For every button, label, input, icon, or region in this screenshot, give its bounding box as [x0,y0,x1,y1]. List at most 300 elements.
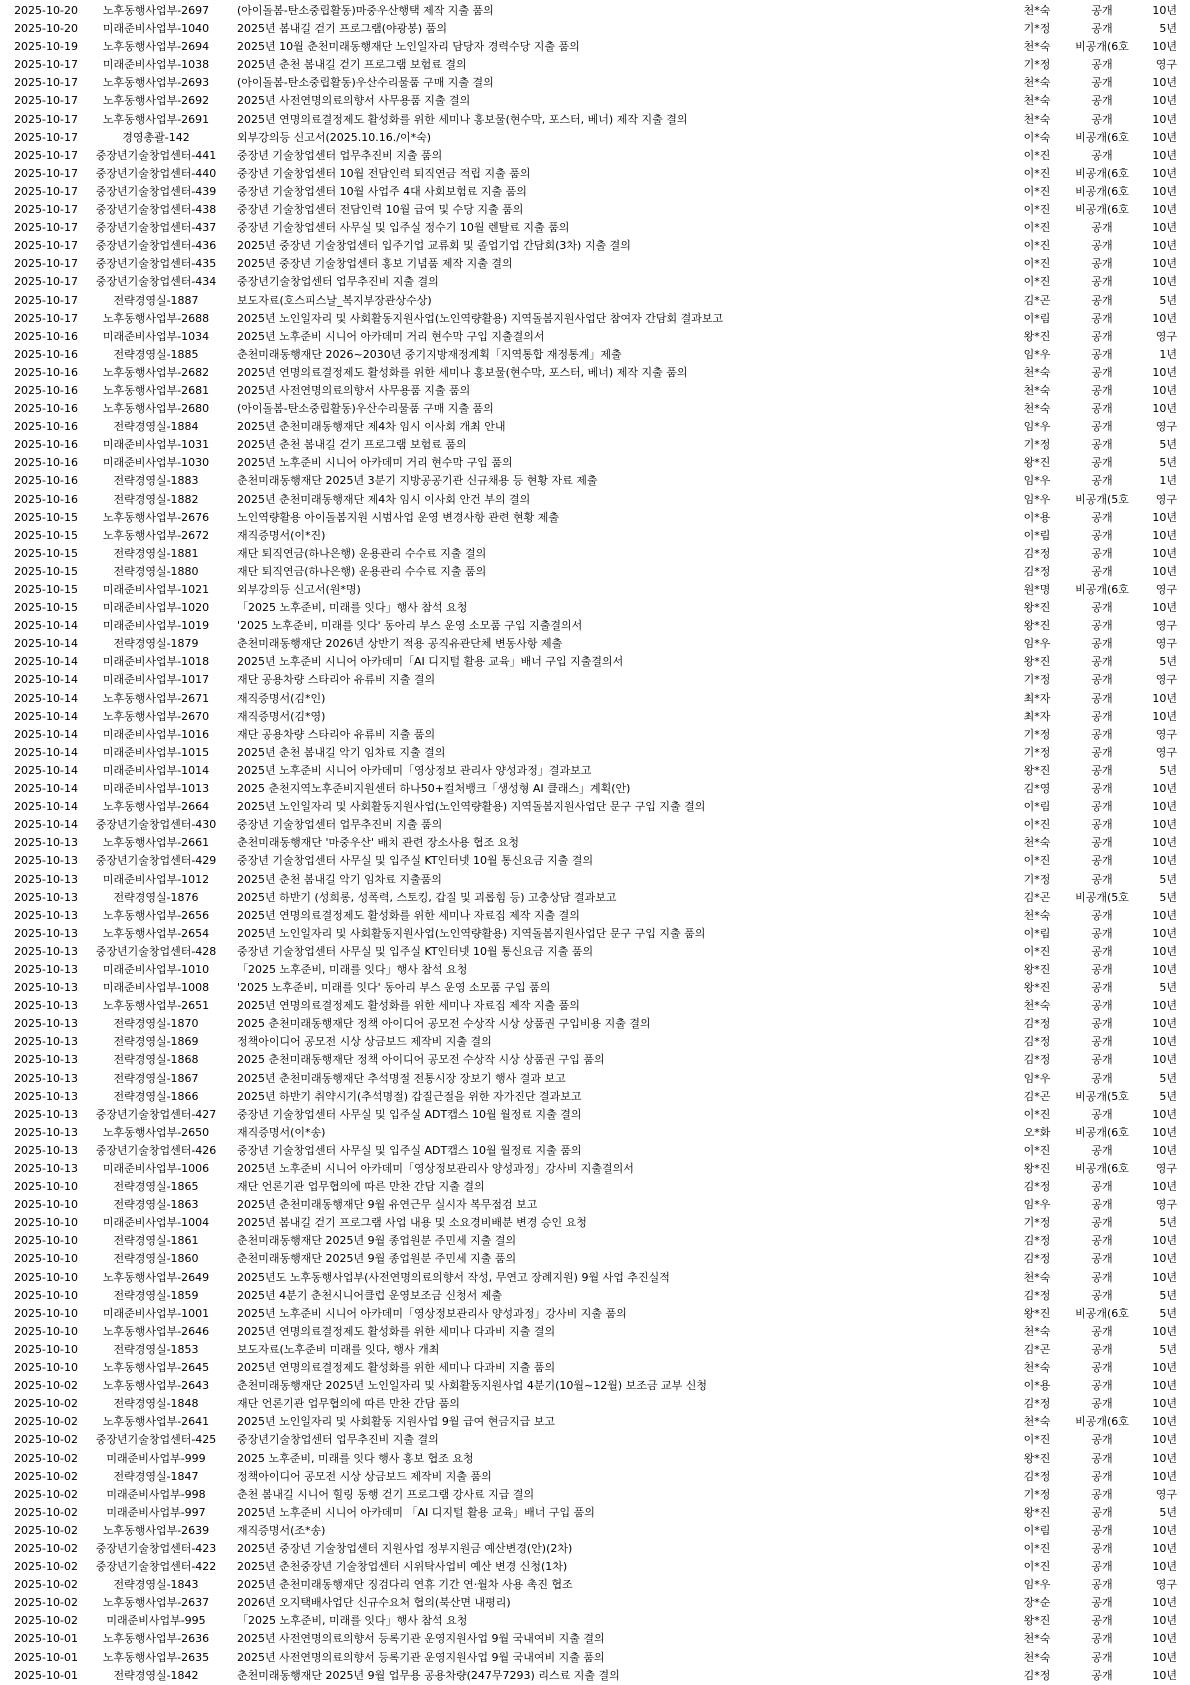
retention-cell: 10년 [1152,601,1177,615]
date-cell: 2025-10-14 [14,691,78,705]
retention-cell: 10년 [1152,184,1177,198]
retention-cell: 10년 [1152,782,1177,796]
retention-cell: 10년 [1152,1451,1177,1465]
author-cell: 천*숙 [1023,1632,1051,1646]
disclosure-cell: 공개 [1091,1523,1113,1537]
dept-doc-number-cell: 미래준비사업부-1014 [102,763,210,777]
date-cell: 2025-10-10 [14,1342,78,1356]
doc-title-cell: 중장년기술창업센터 업무추진비 지출 결의 [237,1433,439,1447]
table-row [0,1468,1190,1486]
dept-doc-number-cell: 노후동행사업부-2654 [102,926,210,940]
date-cell: 2025-10-16 [14,347,78,361]
dept-doc-number-cell: 미래준비사업부-998 [106,1487,206,1501]
disclosure-cell: 공개 [1091,257,1113,271]
doc-title-cell: 재단 언론기관 업무협의에 따른 만찬 간담 지출 결의 [237,1180,485,1194]
dept-doc-number-cell: 미래준비사업부-1038 [102,58,210,72]
disclosure-cell: 공개 [1091,1451,1113,1465]
retention-cell: 10년 [1152,1397,1177,1411]
table-row [0,834,1190,852]
dept-doc-number-cell: 노후동행사업부-2635 [102,1650,210,1664]
author-cell: 기*정 [1023,22,1051,36]
doc-title-cell: 2025년 춘천 봄내길 악기 임차료 지출품의 [237,872,442,886]
date-cell: 2025-10-16 [14,329,78,343]
doc-title-cell: 2025년 노후준비 시니어 아카데미「AI 디지털 활용 교육」배너 구입 지출결의서 [237,655,624,669]
doc-title-cell: 재단 공용차량 스타리아 유류비 지출 품의 [237,727,436,741]
author-cell: 왕*진 [1023,456,1051,470]
retention-cell: 10년 [1152,1234,1177,1248]
dept-doc-number-cell: 노후동행사업부-2694 [102,40,210,54]
doc-title-cell: 2025년 춘천미래동행재단 징검다리 연휴 기간 연·월차 사용 촉진 협조 [237,1578,573,1592]
table-row [0,129,1190,147]
author-cell: 왕*진 [1023,1162,1051,1175]
dept-doc-number-cell: 노후동행사업부-2688 [102,311,210,325]
retention-cell: 5년 [1159,22,1177,36]
table-row [0,961,1190,979]
dept-doc-number-cell: 전략경영실-1853 [113,1342,199,1356]
author-cell: 천*숙 [1023,836,1051,850]
author-cell: 최*자 [1023,691,1051,705]
date-cell: 2025-10-17 [14,221,78,235]
dept-doc-number-cell: 전략경영실-1885 [113,347,199,361]
dept-doc-number-cell: 전략경영실-1847 [113,1469,199,1483]
table-row [0,1413,1190,1431]
retention-cell: 10년 [1152,1035,1177,1049]
doc-title-cell: 중장년 기술창업센터 전담인력 10월 급여 및 수당 지출 품의 [237,203,524,217]
date-cell: 2025-10-02 [14,1596,78,1610]
retention-cell: 영구 [1155,637,1177,651]
author-cell: 이*진 [1023,854,1051,868]
doc-title-cell: 춘천 봄내길 시니어 힐링 동행 걷기 프로그램 강사료 지급 결의 [237,1487,535,1501]
dept-doc-number-cell: 중장년기술창업센터-441 [95,148,217,162]
doc-title-cell: 춘천미래동행재단 2025년 9월 종업원분 주민세 지출 품의 [237,1252,517,1266]
retention-cell: 10년 [1152,148,1177,162]
retention-cell: 영구 [1155,329,1177,343]
date-cell: 2025-10-14 [14,673,78,687]
date-cell: 2025-10-16 [14,420,78,434]
table-row [0,635,1190,653]
retention-cell: 10년 [1152,402,1177,416]
dept-doc-number-cell: 미래준비사업부-1019 [102,619,210,633]
doc-title-cell: 2026년 오지택배사업단 신규수요처 협의(북산면 내평리) [237,1596,511,1610]
disclosure-cell: 공개 [1091,782,1113,796]
retention-cell: 5년 [1159,456,1177,470]
retention-cell: 10년 [1152,76,1177,90]
date-cell: 2025-10-10 [14,1288,78,1302]
date-cell: 2025-10-13 [14,908,78,922]
disclosure-cell: 공개 [1091,1198,1113,1212]
date-cell: 2025-10-14 [14,763,78,777]
table-row [0,255,1190,273]
dept-doc-number-cell: 중장년기술창업센터-439 [95,184,217,198]
disclosure-cell: 공개 [1091,1596,1113,1610]
table-row [0,1178,1190,1196]
disclosure-cell: 공개 [1091,94,1113,108]
disclosure-cell: 공개 [1091,275,1113,289]
table-row [0,1232,1190,1250]
date-cell: 2025-10-19 [14,40,78,54]
table-row [0,617,1190,635]
date-cell: 2025-10-15 [14,564,78,578]
table-row [0,436,1190,454]
date-cell: 2025-10-13 [14,890,78,904]
disclosure-cell: 공개 [1091,691,1113,705]
dept-doc-number-cell: 미래준비사업부-1031 [102,438,210,452]
date-cell: 2025-10-16 [14,402,78,416]
disclosure-cell: 공개 [1091,1487,1113,1501]
date-cell: 2025-10-02 [14,1487,78,1501]
disclosure-cell: 공개 [1091,999,1113,1013]
dept-doc-number-cell: 노후동행사업부-2661 [102,836,210,850]
date-cell: 2025-10-10 [14,1234,78,1248]
dept-doc-number-cell: 노후동행사업부-2697 [102,4,210,17]
table-row [0,1323,1190,1341]
retention-cell: 10년 [1152,1415,1177,1429]
table-row [0,346,1190,364]
retention-cell: 10년 [1152,1361,1177,1375]
disclosure-cell: 비공개(6호 [1075,1306,1129,1320]
author-cell: 천*숙 [1023,1361,1051,1375]
table-row [0,780,1190,798]
disclosure-cell: 공개 [1091,1541,1113,1555]
author-cell: 이*진 [1023,1433,1051,1447]
date-cell: 2025-10-15 [14,528,78,542]
author-cell: 이*용 [1023,1379,1051,1393]
author-cell: 김*정 [1023,1397,1051,1411]
disclosure-cell: 공개 [1091,1560,1113,1574]
date-cell: 2025-10-17 [14,311,78,325]
dept-doc-number-cell: 미래준비사업부-1016 [102,727,210,741]
retention-cell: 10년 [1152,1523,1177,1537]
author-cell: 이*진 [1023,184,1051,198]
retention-cell: 5년 [1159,872,1177,886]
retention-cell: 10년 [1152,130,1177,144]
dept-doc-number-cell: 노후동행사업부-2641 [102,1415,210,1429]
retention-cell: 10년 [1152,1614,1177,1628]
doc-title-cell: 재직증명서(이*송) [237,1125,326,1139]
retention-cell: 10년 [1152,546,1177,560]
date-cell: 2025-10-14 [14,655,78,669]
date-cell: 2025-10-02 [14,1523,78,1537]
author-cell: 천*숙 [1023,112,1051,126]
dept-doc-number-cell: 중장년기술창업센터-438 [95,203,217,217]
dept-doc-number-cell: 중장년기술창업센터-428 [95,944,217,958]
table-row [0,418,1190,436]
table-row [0,20,1190,38]
doc-title-cell: 재직증명서(조*송) [237,1523,326,1537]
author-cell: 천*숙 [1023,94,1051,108]
retention-cell: 영구 [1155,1487,1177,1501]
disclosure-cell: 공개 [1091,1143,1113,1157]
table-row [0,798,1190,816]
doc-title-cell: 재단 언론기관 업무협의에 따른 만찬 간담 품의 [237,1397,460,1411]
doc-title-cell: '2025 노후준비, 미래를 잇다' 동아리 부스 운영 소모품 구입 지출결의서 [237,619,583,633]
table-row [0,997,1190,1015]
author-cell: 임*우 [1023,1071,1051,1085]
doc-title-cell: (아이돌봄-탄소중립활동)마중우산행택 제작 지출 품의 [237,4,494,17]
date-cell: 2025-10-10 [14,1270,78,1284]
table-row [0,1196,1190,1214]
doc-title-cell: 노인역량활용 아이돌봄지원 시범사업 운영 변경사항 관련 현황 제출 [237,510,560,524]
table-row [0,1359,1190,1377]
author-cell: 김*정 [1023,1469,1051,1483]
retention-cell: 10년 [1152,40,1177,54]
author-cell: 이*진 [1023,166,1051,180]
doc-title-cell: 2025년 중장년 기술창업센터 홍보 기념품 제작 지출 결의 [237,257,513,271]
dept-doc-number-cell: 전략경영실-1865 [113,1180,199,1194]
dept-doc-number-cell: 노후동행사업부-2682 [102,365,210,379]
dept-doc-number-cell: 미래준비사업부-1034 [102,329,210,343]
table-row [0,726,1190,744]
date-cell: 2025-10-13 [14,854,78,868]
table-row [0,581,1190,599]
table-row [0,1612,1190,1630]
table-row [0,671,1190,689]
disclosure-cell: 공개 [1091,4,1113,17]
retention-cell: 10년 [1152,1017,1177,1031]
dept-doc-number-cell: 전략경영실-1848 [113,1397,199,1411]
author-cell: 천*숙 [1023,1324,1051,1338]
table-row [0,1377,1190,1395]
doc-title-cell: 2025년 봄내길 걷기 프로그램 사업 내용 및 소요경비배분 변경 승인 요청 [237,1216,587,1230]
retention-cell: 10년 [1152,854,1177,868]
table-row [0,237,1190,255]
table-row [0,1070,1190,1088]
disclosure-cell: 공개 [1091,546,1113,560]
dept-doc-number-cell: 노후동행사업부-2656 [102,908,210,922]
dept-doc-number-cell: 노후동행사업부-2639 [102,1523,210,1537]
date-cell: 2025-10-02 [14,1433,78,1447]
doc-title-cell: 재직증명서(김*영) [237,709,326,723]
date-cell: 2025-10-16 [14,365,78,379]
table-row [0,1450,1190,1468]
retention-cell: 10년 [1152,203,1177,217]
retention-cell: 10년 [1152,257,1177,271]
author-cell: 이*진 [1023,1541,1051,1555]
dept-doc-number-cell: 미래준비사업부-1040 [102,22,210,36]
date-cell: 2025-10-13 [14,1125,78,1139]
retention-cell: 영구 [1155,583,1177,596]
retention-cell: 5년 [1159,438,1177,452]
table-row [0,165,1190,183]
date-cell: 2025-10-02 [14,1541,78,1555]
dept-doc-number-cell: 미래준비사업부-1020 [102,601,210,615]
doc-title-cell: 중장년 기술창업센터 10월 전담인력 퇴직연금 적립 지출 품의 [237,166,531,180]
date-cell: 2025-10-10 [14,1306,78,1320]
dept-doc-number-cell: 미래준비사업부-1012 [102,872,210,886]
retention-cell: 10년 [1152,112,1177,126]
disclosure-cell: 공개 [1091,1071,1113,1085]
disclosure-cell: 공개 [1091,1668,1113,1682]
date-cell: 2025-10-01 [14,1650,78,1664]
retention-cell: 영구 [1155,58,1177,72]
date-cell: 2025-10-13 [14,872,78,886]
retention-cell: 10년 [1152,311,1177,325]
disclosure-cell: 공개 [1091,347,1113,361]
date-cell: 2025-10-02 [14,1397,78,1411]
author-cell: 임*우 [1023,347,1051,361]
date-cell: 2025-10-17 [14,76,78,90]
author-cell: 김*곤 [1023,1089,1051,1103]
disclosure-cell: 공개 [1091,1234,1113,1248]
dept-doc-number-cell: 미래준비사업부-997 [106,1505,206,1519]
dept-doc-number-cell: 중장년기술창업센터-429 [95,854,217,868]
table-row [0,328,1190,346]
disclosure-cell: 공개 [1091,745,1113,759]
author-cell: 왕*진 [1023,329,1051,343]
disclosure-cell: 비공개(6호 [1075,1162,1129,1175]
author-cell: 왕*진 [1023,763,1051,777]
retention-cell: 1년 [1159,347,1177,361]
retention-cell: 10년 [1152,221,1177,235]
date-cell: 2025-10-02 [14,1415,78,1429]
retention-cell: 5년 [1159,1089,1177,1103]
table-row [0,1305,1190,1323]
doc-title-cell: 2025년 연명의료결정제도 활성화를 위한 세미나 다과비 지출 품의 [237,1361,556,1375]
dept-doc-number-cell: 중장년기술창업센터-422 [95,1560,217,1574]
date-cell: 2025-10-10 [14,1252,78,1266]
retention-cell: 10년 [1152,1469,1177,1483]
disclosure-cell: 공개 [1091,76,1113,90]
retention-cell: 10년 [1152,818,1177,832]
doc-title-cell: 2025년 춘천 봄내길 걷기 프로그램 보험료 품의 [237,438,467,452]
author-cell: 왕*진 [1023,962,1051,976]
disclosure-cell: 공개 [1091,1361,1113,1375]
dept-doc-number-cell: 미래준비사업부-1006 [102,1162,210,1175]
author-cell: 김*곤 [1023,293,1051,307]
dept-doc-number-cell: 전략경영실-1876 [113,890,199,904]
author-cell: 이*진 [1023,203,1051,217]
date-cell: 2025-10-10 [14,1324,78,1338]
dept-doc-number-cell: 노후동행사업부-2672 [102,528,210,542]
doc-title-cell: 재직증명서(이*진) [237,528,326,542]
author-cell: 김*정 [1023,564,1051,578]
date-cell: 2025-10-17 [14,58,78,72]
retention-cell: 5년 [1159,1071,1177,1085]
dept-doc-number-cell: 중장년기술창업센터-430 [95,818,217,832]
table-row [0,400,1190,418]
disclosure-cell: 비공개(6호 [1075,1415,1129,1429]
table-row [0,201,1190,219]
table-row [0,979,1190,997]
retention-cell: 10년 [1152,1541,1177,1555]
table-row [0,1269,1190,1287]
table-row [0,816,1190,834]
table-row [0,527,1190,545]
disclosure-cell: 비공개(6호 [1075,184,1129,198]
table-row [0,563,1190,581]
disclosure-cell: 비공개(6호 [1075,40,1129,54]
table-row [0,38,1190,56]
author-cell: 왕*진 [1023,1505,1051,1519]
disclosure-cell: 공개 [1091,221,1113,235]
author-cell: 천*숙 [1023,1415,1051,1429]
table-row [0,1630,1190,1648]
date-cell: 2025-10-13 [14,999,78,1013]
doc-title-cell: (아이돌봄-탄소중립활동)우산수리물품 구매 지출 품의 [237,402,494,416]
retention-cell: 영구 [1155,745,1177,759]
disclosure-cell: 공개 [1091,619,1113,633]
dept-doc-number-cell: 미래준비사업부-1001 [102,1306,210,1320]
retention-cell: 10년 [1152,1053,1177,1067]
retention-cell: 10년 [1152,510,1177,524]
table-row [0,907,1190,925]
retention-cell: 5년 [1159,655,1177,669]
author-cell: 김*영 [1023,782,1051,796]
doc-title-cell: 재단 퇴직연금(하나은행) 운용관리 수수료 지출 품의 [237,564,487,578]
table-row [0,1214,1190,1232]
dept-doc-number-cell: 전략경영실-1861 [113,1234,199,1248]
table-row [0,491,1190,509]
retention-cell: 10년 [1152,1560,1177,1574]
retention-cell: 10년 [1152,999,1177,1013]
doc-title-cell: 정책아이디어 공모전 시상 상금보드 제작비 지출 품의 [237,1469,492,1483]
disclosure-cell: 비공개(5호 [1075,492,1129,506]
dept-doc-number-cell: 전략경영실-1887 [113,293,199,307]
doc-title-cell: 2025년 춘천미래동행재단 추석명절 전통시장 장보기 행사 결과 보고 [237,1071,566,1085]
doc-title-cell: 2025 춘천지역노후준비지원센터 하나50+컬처뱅크「생성형 AI 클래스」계획(안) [237,782,631,796]
dept-doc-number-cell: 미래준비사업부-1017 [102,673,210,687]
date-cell: 2025-10-14 [14,727,78,741]
table-row [0,545,1190,563]
dept-doc-number-cell: 노후동행사업부-2693 [102,76,210,90]
dept-doc-number-cell: 전략경영실-1870 [113,1017,199,1031]
doc-title-cell: 2025년 사전연명의료의향서 사무용품 지출 결의 [237,94,471,108]
disclosure-cell: 공개 [1091,872,1113,886]
doc-title-cell: 2025년 연명의료결정제도 활성화를 위한 세미나 다과비 지출 결의 [237,1324,556,1338]
doc-title-cell: 2025년 하반기 (성희롱, 성폭력, 스토킹, 갑질 및 괴롭힘 등) 고충상담 결과보고 [237,890,617,904]
date-cell: 2025-10-14 [14,800,78,814]
doc-title-cell: 2025 노후준비, 미래를 잇다 행사 홍보 협조 요청 [237,1451,474,1465]
retention-cell: 10년 [1152,1252,1177,1266]
table-row [0,2,1190,20]
retention-cell: 10년 [1152,1596,1177,1610]
doc-title-cell: 「2025 노후준비, 미래를 잇다」행사 참석 요청 [237,601,468,615]
doc-title-cell: 2025년 노인일자리 및 사회활동 지원사업 9월 급여 현금지급 보고 [237,1415,555,1429]
dept-doc-number-cell: 전략경영실-1843 [113,1578,199,1592]
doc-title-cell: 중장년 기술창업센터 사무실 및 입주실 ADT캡스 10월 월정료 지출 품의 [237,1143,582,1157]
doc-title-cell: 2025년 춘천미래동행재단 9월 유연근무 실시자 복무점검 보고 [237,1198,538,1212]
table-row [0,310,1190,328]
author-cell: 기*정 [1023,727,1051,741]
table-row [0,1540,1190,1558]
date-cell: 2025-10-17 [14,239,78,253]
dept-doc-number-cell: 노후동행사업부-2637 [102,1596,210,1610]
disclosure-cell: 비공개(6호 [1075,1125,1129,1139]
disclosure-cell: 공개 [1091,474,1113,488]
disclosure-cell: 공개 [1091,528,1113,542]
disclosure-cell: 공개 [1091,438,1113,452]
disclosure-cell: 비공개(6호 [1075,166,1129,180]
disclosure-cell: 공개 [1091,1053,1113,1067]
retention-cell: 영구 [1155,492,1177,506]
date-cell: 2025-10-17 [14,203,78,217]
doc-title-cell: 「2025 노후준비, 미래를 잇다」행사 참석 요청 [237,1614,468,1628]
author-cell: 이*진 [1023,275,1051,289]
author-cell: 김*정 [1023,546,1051,560]
doc-title-cell: 재단 공용차량 스타리아 유류비 지출 결의 [237,673,436,687]
dept-doc-number-cell: 전략경영실-1880 [113,564,199,578]
dept-doc-number-cell: 전략경영실-1881 [113,546,199,560]
author-cell: 천*숙 [1023,365,1051,379]
author-cell: 왕*진 [1023,601,1051,615]
dept-doc-number-cell: 미래준비사업부-995 [106,1614,206,1628]
doc-title-cell: 2025년 춘천미래동행재단 제4차 임시 이사회 안건 부의 결의 [237,492,531,506]
table-row [0,74,1190,92]
doc-title-cell: 보도자료(노후준비 미래를 잇다, 행사 개최 [237,1342,440,1356]
date-cell: 2025-10-16 [14,438,78,452]
table-row [0,708,1190,726]
date-cell: 2025-10-14 [14,818,78,832]
